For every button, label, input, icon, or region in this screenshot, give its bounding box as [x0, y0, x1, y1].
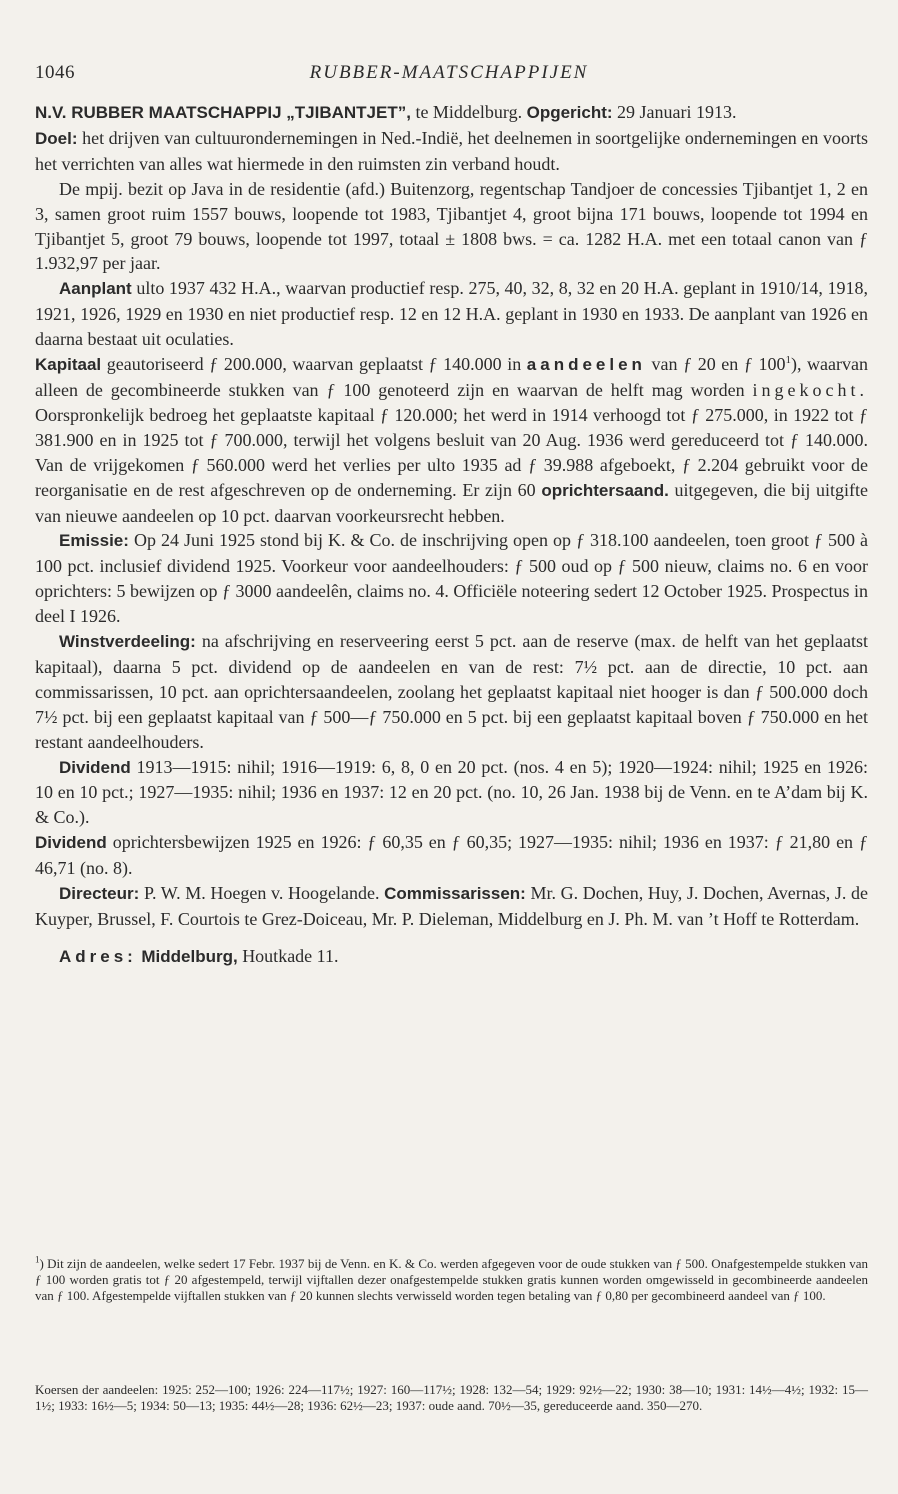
directeur-label: Directeur: — [59, 884, 140, 904]
winstverdeeling-paragraph — [35, 629, 868, 755]
oprichtersaand-label: oprichtersaand. — [541, 480, 669, 500]
kapitaal-spaced-aandeelen: aandeelen — [526, 355, 646, 375]
page-header — [35, 62, 863, 90]
dividend-label: Dividend — [59, 757, 131, 777]
adres-street: Houtkade 11. — [237, 945, 339, 966]
emissie-label: Emissie: — [59, 531, 129, 551]
company-location: te Middelburg. — [410, 102, 527, 122]
kapitaal-text-5: uitgegeven, die bij uitgifte van nieuwe aandeelen op 10 pct. daarvan voorkeursrecht hebben. — [35, 479, 868, 526]
doel-text: het drijven van cultuurondernemingen in Ned.-Indië, het deelnemen in soortgelijke ondernemingen en voorts het verrichten van alles wat hiermede in den ruimsten zin verband houdt. — [35, 127, 868, 174]
kapitaal-label: Kapitaal — [35, 355, 102, 375]
koersen-text: Koersen der aandeelen: 1925: 252—100; 1926: 224—117½; 1927: 160—117½; 1928: 132—54; 1929: 92½—22; 1930: 38—10; 1931: 14½—4½; 1932: 15—1½; 1933: 16½—5; 1934: 50—13; 1935: 44½—28; 1936: 62½—23; 1937: oude aand. 70½—35, gereduceerde aand. 350—270. — [35, 1382, 868, 1413]
company-heading — [35, 100, 868, 126]
founded-text: 29 Januari 1913. — [612, 102, 737, 122]
running-title: RUBBER-MAATSCHAPPIJEN — [309, 62, 589, 83]
emissie-paragraph — [35, 528, 868, 629]
doel-label: Doel: — [35, 128, 78, 148]
footnote-reference: 1 — [785, 354, 791, 367]
footnote — [35, 1256, 868, 1304]
aanplant-text: ulto 1937 432 H.A., waarvan productief resp. 275, 40, 32, 8, 32 en 20 H.A. geplant in 1910/14, 1918, 1921, 1926, 1929 en 1930 en niet productief resp. 12 en 12 H.A. geplant in 1930 en 1933. De aanplant van 1926 en daarna bestaat uit oculaties. — [35, 278, 868, 350]
kapitaal-text-4: Oorspronkelijk bedroeg het geplaatste kapitaal ƒ 120.000; het werd in 1914 verhoogd tot ƒ 275.000, in 1922 tot ƒ 381.900 en in 1925 tot ƒ 700.000, terwijl het volgens besluit van 20 Aug. 1936 werd gereduceerd tot ƒ 140.000. Van de vrijgekomen ƒ 560.000 werd het verlies per ulto 1935 ad ƒ 39.988 afgeboekt, ƒ 2.204 gebruikt voor de reorganisatie en de rest afgeschreven op de onderneming. Er zijn 60 — [35, 404, 868, 500]
article-body — [35, 100, 868, 970]
bestuur-paragraph — [35, 881, 868, 932]
kapitaal-spaced-ingekocht: ingekocht. — [752, 379, 868, 400]
kapitaal-paragraph — [35, 352, 868, 528]
bezit-text: De mpij. bezit op Java in de residentie (afd.) Buitenzorg, regentschap Tandjoer de concessies Tjibantjet 1, 2 en 3, samen groot ruim 1557 bouws, loopende tot 1983, Tjibantjet 4, groot bijna 171 bouws, loopende tot 1994 en Tjibantjet 5, groot 79 bouws, loopende tot 1997, totaal ± 1808 bws. = ca. 1282 H.A. met een totaal canon van ƒ 1.932,97 per jaar. — [35, 178, 868, 274]
kapitaal-text-3: ), waarvan alleen de gecombineerde stukken van ƒ 100 genoteerd zijn en waarvan de helft mag worden — [35, 354, 868, 400]
aanplant-label: Aanplant — [59, 279, 132, 299]
kapitaal-text-2: van ƒ 20 en ƒ 100 — [645, 354, 786, 375]
dividend-oprichters-text: oprichtersbewijzen 1925 en 1926: ƒ 60,35 en ƒ 60,35; 1927—1935: nihil; 1936 en 1937: ƒ 21,80 en ƒ 46,71 (no. 8). — [35, 832, 868, 879]
koersen-note — [35, 1382, 868, 1414]
dividend-oprichters-paragraph — [35, 830, 868, 881]
aanplant-paragraph — [35, 276, 868, 352]
dividend-text: 1913—1915: nihil; 1916—1919: 6, 8, 0 en 20 pct. (nos. 4 en 5); 1920—1924: nihil; 1925 en 1926: 10 en 10 pct.; 1927—1935: nihil; 1936 en 1937: 12 en 20 pct. (no. 10, 26 Jan. 1938 bij de Venn. en te A’dam bij K. & Co.). — [35, 756, 868, 828]
doel-paragraph — [35, 126, 868, 177]
commissarissen-label: Commissarissen: — [384, 884, 526, 904]
dividend-oprichters-label: Dividend — [35, 833, 107, 853]
bezit-paragraph — [35, 177, 868, 277]
founded-label: Opgericht: — [526, 103, 613, 122]
company-name: N.V. RUBBER MAATSCHAPPIJ „TJIBANTJET”, — [35, 103, 411, 122]
commissarissen-text: Mr. G. Dochen, Huy, J. Dochen, Avernas, J. de Kuyper, Brussel, F. Courtois te Grez-Doiceau, Mr. P. Dieleman, Middelburg en J. Ph. M. van ’t Hoff te Rotterdam. — [35, 883, 869, 929]
page-number: 1046 — [35, 62, 75, 83]
adres-city: Middelburg, — [141, 946, 238, 966]
emissie-text: Op 24 Juni 1925 stond bij K. & Co. de inschrijving open op ƒ 318.100 aandeelen, toen groot ƒ 500 à 100 pct. inclusief dividend 1925. Voorkeur voor aandeelhouders: ƒ 500 oud op ƒ 500 nieuw, claims no. 6 en voor oprichters: 5 bewijzen op ƒ 3000 aandeelên, claims no. 4. Officiële noteering sedert 12 October 1925. Prospectus in deel I 1926. — [35, 530, 868, 627]
kapitaal-text-1: geautoriseerd ƒ 200.000, waarvan geplaatst ƒ 140.000 in — [101, 354, 527, 375]
winstverdeeling-label: Winstverdeeling: — [59, 632, 196, 652]
directeur-text: P. W. M. Hoegen v. Hoogelande. — [139, 883, 385, 904]
adres-paragraph — [35, 944, 868, 970]
dividend-paragraph — [35, 755, 868, 831]
adres-label: Adres: — [59, 946, 137, 966]
footnote-mark: 1 — [35, 1254, 40, 1265]
winstverdeeling-text: na afschrijving en reserveering eerst 5 pct. aan de reserve (max. de helft van het geplaatst kapitaal), daarna 5 pct. dividend op de aandeelen en van de rest: 7½ pct. aan de directie, 10 pct. aan commissarissen, 10 pct. aan oprichtersaandeelen, zoolang het geplaatst kapitaal niet hooger is dan ƒ 500.000 doch 7½ pct. bij een geplaatst kapitaal van ƒ 500—ƒ 750.000 en 5 pct. bij een geplaatst kapitaal boven ƒ 750.000 en het restant aandeelhouders. — [35, 631, 868, 752]
footnote-text: ) Dit zijn de aandeelen, welke sedert 17 Febr. 1937 bij de Venn. en K. & Co. werden afgegeven voor de oude stukken van ƒ 500. Onafgestempelde stukken van ƒ 100 worden gratis tot ƒ 20 afgestempeld, terwijl vijftallen dezer onafgestempelde stukken gratis kunnen worden omgewisseld in gecombineerde aandeelen van ƒ 100. Afgestempelde vijftallen stukken van ƒ 20 kunnen slechts verwisseld worden tegen betaling van ƒ 0,80 per gecombineerd aandeel van ƒ 100. — [35, 1256, 868, 1303]
